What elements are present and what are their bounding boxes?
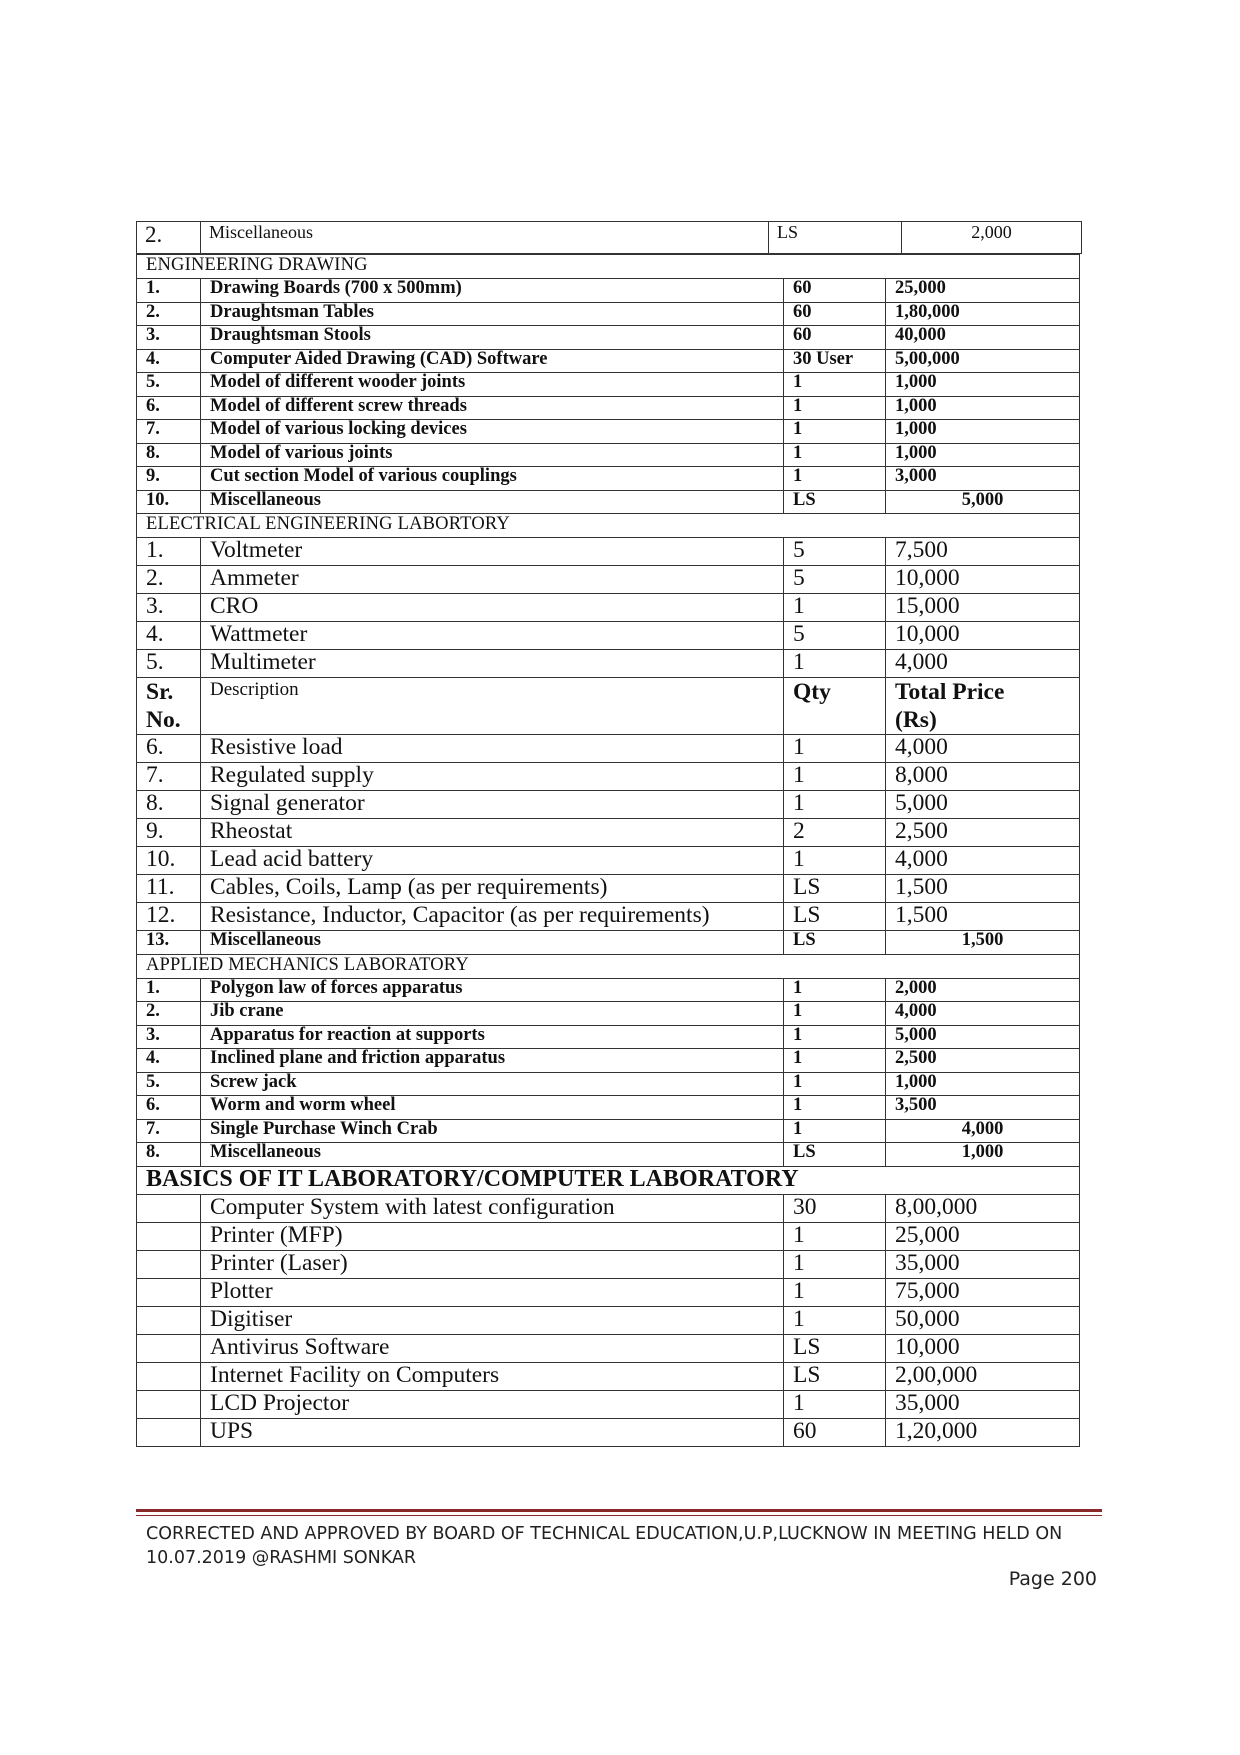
qty-cell: LS: [784, 903, 886, 931]
sr-cell: 3.: [137, 594, 201, 622]
sr-cell: 3.: [137, 326, 201, 350]
sr-no-header-line: No.: [146, 707, 181, 734]
description-cell: Lead acid battery: [201, 847, 784, 875]
table-row: [137, 650, 1080, 678]
sr-cell: 5.: [137, 1072, 201, 1096]
table-row: [137, 594, 1080, 622]
description-cell: Worm and worm wheel: [201, 1096, 784, 1120]
table-row: [137, 1072, 1080, 1096]
table-row: [137, 1002, 1080, 1026]
qty-cell: 1: [784, 847, 886, 875]
sr-cell: 4.: [137, 349, 201, 373]
description-cell: Apparatus for reaction at supports: [201, 1025, 784, 1049]
qty-cell: 1: [784, 1002, 886, 1026]
footer-line-2: 10.07.2019 @RASHMI SONKAR: [146, 1548, 417, 1568]
description-cell: Polygon law of forces apparatus: [201, 978, 784, 1002]
table-row: [137, 847, 1080, 875]
qty-cell: 1: [784, 1049, 886, 1073]
qty-cell: 60: [784, 1418, 886, 1446]
qty-cell: LS: [784, 1334, 886, 1362]
table-row: [137, 538, 1080, 566]
description-cell: Voltmeter: [201, 538, 784, 566]
qty-cell: 1: [784, 1025, 886, 1049]
table-row: [137, 222, 1082, 254]
description-header: Description: [201, 678, 784, 735]
sr-cell: 9.: [137, 467, 201, 491]
table-row: [137, 302, 1080, 326]
sr-cell: [137, 1362, 201, 1390]
qty-cell: LS: [784, 875, 886, 903]
sr-cell: [137, 1278, 201, 1306]
description-cell: Rheostat: [201, 819, 784, 847]
description-cell: Model of various joints: [201, 443, 784, 467]
price-cell: 10,000: [886, 566, 1080, 594]
description-cell: Jib crane: [201, 1002, 784, 1026]
qty-cell: 1: [784, 1072, 886, 1096]
sr-cell: 13.: [137, 931, 201, 955]
qty-cell: 1: [784, 763, 886, 791]
sr-cell: 8.: [137, 791, 201, 819]
qty-cell: LS: [784, 931, 886, 955]
description-cell: Printer (MFP): [201, 1222, 784, 1250]
qty-cell: LS: [769, 222, 902, 254]
price-cell: 1,000: [886, 443, 1080, 467]
table-row: [137, 349, 1080, 373]
description-cell: Miscellaneous: [201, 222, 769, 254]
price-cell: 2,500: [886, 819, 1080, 847]
price-cell: 5,000: [886, 791, 1080, 819]
price-cell: 1,500: [886, 903, 1080, 931]
qty-cell: 1: [784, 373, 886, 397]
table-row: [137, 1222, 1080, 1250]
page-number: Page 200: [1008, 1568, 1097, 1590]
sr-cell: 7.: [137, 420, 201, 444]
qty-cell: LS: [784, 490, 886, 514]
description-cell: Signal generator: [201, 791, 784, 819]
table-row: [137, 467, 1080, 491]
table-row: [137, 735, 1080, 763]
table-row: [137, 373, 1080, 397]
qty-cell: 1: [784, 443, 886, 467]
sr-cell: 2.: [137, 302, 201, 326]
total-price-header: [886, 678, 1080, 735]
table-row: [137, 1334, 1080, 1362]
table-row: [137, 443, 1080, 467]
description-cell: Screw jack: [201, 1072, 784, 1096]
price-cell: 25,000: [886, 1222, 1080, 1250]
sr-cell: [137, 1194, 201, 1222]
section-title: ENGINEERING DRAWING: [137, 255, 1080, 279]
table-row: [137, 420, 1080, 444]
price-cell: 4,000: [886, 650, 1080, 678]
table-row: [137, 566, 1080, 594]
sr-cell: 4.: [137, 1049, 201, 1073]
qty-cell: 1: [784, 1306, 886, 1334]
price-cell: 3,000: [886, 467, 1080, 491]
sr-cell: 6.: [137, 1096, 201, 1120]
table-row: [137, 1418, 1080, 1446]
sr-cell: 6.: [137, 396, 201, 420]
description-cell: Cut section Model of various couplings: [201, 467, 784, 491]
description-cell: CRO: [201, 594, 784, 622]
sr-cell: 12.: [137, 903, 201, 931]
description-cell: Multimeter: [201, 650, 784, 678]
price-cell: 40,000: [886, 326, 1080, 350]
price-cell: 1,20,000: [886, 1418, 1080, 1446]
table-row: [137, 1390, 1080, 1418]
qty-cell: 1: [784, 1096, 886, 1120]
description-cell: Draughtsman Tables: [201, 302, 784, 326]
description-cell: Antivirus Software: [201, 1334, 784, 1362]
qty-cell: 1: [784, 735, 886, 763]
description-cell: Wattmeter: [201, 622, 784, 650]
description-cell: Computer System with latest configuration: [201, 1194, 784, 1222]
description-cell: Model of different screw threads: [201, 396, 784, 420]
price-cell: 1,000: [886, 1143, 1080, 1167]
table-row: [137, 1194, 1080, 1222]
qty-cell: 60: [784, 279, 886, 303]
price-cell: 15,000: [886, 594, 1080, 622]
description-cell: Drawing Boards (700 x 500mm): [201, 279, 784, 303]
table-row: [137, 326, 1080, 350]
sr-cell: 5.: [137, 373, 201, 397]
description-cell: Model of different wooder joints: [201, 373, 784, 397]
sr-cell: 1.: [137, 978, 201, 1002]
qty-cell: 1: [784, 1390, 886, 1418]
sr-cell: [137, 1222, 201, 1250]
price-cell: 3,500: [886, 1096, 1080, 1120]
table-row: [137, 819, 1080, 847]
price-cell: 4,000: [886, 1002, 1080, 1026]
description-cell: Regulated supply: [201, 763, 784, 791]
description-cell: Inclined plane and friction apparatus: [201, 1049, 784, 1073]
section-header-row: [137, 255, 1080, 279]
price-cell: 5,000: [886, 490, 1080, 514]
price-cell: 35,000: [886, 1250, 1080, 1278]
qty-cell: 1: [784, 1222, 886, 1250]
table-row: [137, 1025, 1080, 1049]
sr-cell: 2.: [137, 1002, 201, 1026]
price-cell: 1,000: [886, 373, 1080, 397]
table-row: [137, 1278, 1080, 1306]
qty-cell: 5: [784, 566, 886, 594]
price-cell: 1,000: [886, 1072, 1080, 1096]
description-cell: Printer (Laser): [201, 1250, 784, 1278]
sr-cell: [137, 1250, 201, 1278]
footer-rule: [136, 1509, 1102, 1512]
sr-cell: [137, 1390, 201, 1418]
qty-cell: 60: [784, 326, 886, 350]
price-cell: 1,80,000: [886, 302, 1080, 326]
sr-cell: 8.: [137, 1143, 201, 1167]
table-row: [137, 1096, 1080, 1120]
sr-cell: 9.: [137, 819, 201, 847]
sr-cell: [137, 1334, 201, 1362]
qty-header: Qty: [784, 678, 886, 735]
table-row: [137, 931, 1080, 955]
table-row: [137, 622, 1080, 650]
description-cell: Internet Facility on Computers: [201, 1362, 784, 1390]
sr-cell: 4.: [137, 622, 201, 650]
section-title: ELECTRICAL ENGINEERING LABORTORY: [137, 514, 1080, 538]
price-cell: 10,000: [886, 622, 1080, 650]
qty-cell: LS: [784, 1362, 886, 1390]
sr-cell: 8.: [137, 443, 201, 467]
price-cell: 4,000: [886, 847, 1080, 875]
price-cell: 2,500: [886, 1049, 1080, 1073]
sr-cell: 5.: [137, 650, 201, 678]
table-row: [137, 1143, 1080, 1167]
sr-cell: 7.: [137, 763, 201, 791]
equipment-table-body: [137, 255, 1080, 1447]
description-cell: Resistance, Inductor, Capacitor (as per requirements): [201, 903, 784, 931]
qty-cell: 2: [784, 819, 886, 847]
description-cell: LCD Projector: [201, 1390, 784, 1418]
table-row: [137, 1119, 1080, 1143]
total-price-header-line: Total Price: [895, 679, 1005, 705]
column-header-row: [137, 678, 1080, 735]
table-row: [137, 490, 1080, 514]
table-row: [137, 875, 1080, 903]
description-cell: Digitiser: [201, 1306, 784, 1334]
qty-cell: 1: [784, 1119, 886, 1143]
sr-cell: [137, 1418, 201, 1446]
description-cell: Draughtsman Stools: [201, 326, 784, 350]
price-cell: 8,00,000: [886, 1194, 1080, 1222]
description-cell: Ammeter: [201, 566, 784, 594]
equipment-table: [136, 254, 1080, 1447]
continuation-table: [136, 221, 1082, 254]
table-row: [137, 1250, 1080, 1278]
qty-cell: 60: [784, 302, 886, 326]
section-header-row: [137, 514, 1080, 538]
qty-cell: 1: [784, 594, 886, 622]
qty-cell: 1: [784, 1278, 886, 1306]
table-row: [137, 978, 1080, 1002]
description-cell: Resistive load: [201, 735, 784, 763]
price-cell: 1,000: [886, 420, 1080, 444]
sr-cell: 10.: [137, 490, 201, 514]
qty-cell: 1: [784, 791, 886, 819]
price-cell: 75,000: [886, 1278, 1080, 1306]
table-row: [137, 791, 1080, 819]
qty-cell: 1: [784, 978, 886, 1002]
price-cell: 25,000: [886, 279, 1080, 303]
sr-cell: 6.: [137, 735, 201, 763]
sr-cell: 2.: [137, 566, 201, 594]
price-cell: 10,000: [886, 1334, 1080, 1362]
sr-cell: [137, 1306, 201, 1334]
sr-cell: 1.: [137, 538, 201, 566]
qty-cell: LS: [784, 1143, 886, 1167]
price-cell: 1,500: [886, 875, 1080, 903]
qty-cell: 1: [784, 396, 886, 420]
price-cell: 7,500: [886, 538, 1080, 566]
price-cell: 4,000: [886, 735, 1080, 763]
sr-cell: 2.: [137, 222, 201, 254]
description-cell: UPS: [201, 1418, 784, 1446]
price-cell: 4,000: [886, 1119, 1080, 1143]
qty-cell: 1: [784, 420, 886, 444]
description-cell: Cables, Coils, Lamp (as per requirements): [201, 875, 784, 903]
qty-cell: 5: [784, 622, 886, 650]
footer-rule-thin: [136, 1515, 1102, 1516]
table-row: [137, 396, 1080, 420]
price-cell: 2,000: [886, 978, 1080, 1002]
sr-cell: 10.: [137, 847, 201, 875]
price-cell: 1,500: [886, 931, 1080, 955]
price-cell: 1,000: [886, 396, 1080, 420]
price-cell: 35,000: [886, 1390, 1080, 1418]
qty-cell: 30 User: [784, 349, 886, 373]
footer-line-1: CORRECTED AND APPROVED BY BOARD OF TECHNICAL EDUCATION,U.P,LUCKNOW IN MEETING HELD ON: [146, 1524, 1063, 1544]
sr-cell: 3.: [137, 1025, 201, 1049]
section-header-row: [137, 954, 1080, 978]
footer-note: [146, 1522, 1096, 1570]
qty-cell: 5: [784, 538, 886, 566]
qty-cell: 1: [784, 467, 886, 491]
price-cell: 8,000: [886, 763, 1080, 791]
section-title: BASICS OF IT LABORATORY/COMPUTER LABORATORY: [137, 1166, 1080, 1194]
sr-cell: 11.: [137, 875, 201, 903]
price-cell: 2,000: [902, 222, 1082, 254]
description-cell: Plotter: [201, 1278, 784, 1306]
sr-no-header-line: Sr.: [146, 679, 174, 705]
description-cell: Miscellaneous: [201, 931, 784, 955]
description-cell: Miscellaneous: [201, 490, 784, 514]
section-title: APPLIED MECHANICS LABORATORY: [137, 954, 1080, 978]
price-cell: 50,000: [886, 1306, 1080, 1334]
sr-cell: 1.: [137, 279, 201, 303]
section-header-row: [137, 1166, 1080, 1194]
qty-cell: 1: [784, 1250, 886, 1278]
description-cell: Single Purchase Winch Crab: [201, 1119, 784, 1143]
table-row: [137, 763, 1080, 791]
description-cell: Miscellaneous: [201, 1143, 784, 1167]
qty-cell: 1: [784, 650, 886, 678]
description-cell: Model of various locking devices: [201, 420, 784, 444]
total-price-header-line: (Rs): [895, 707, 937, 734]
table-row: [137, 903, 1080, 931]
qty-cell: 30: [784, 1194, 886, 1222]
price-cell: 5,00,000: [886, 349, 1080, 373]
table-row: [137, 1362, 1080, 1390]
table-row: [137, 1306, 1080, 1334]
sr-no-header: [137, 678, 201, 735]
table-row: [137, 279, 1080, 303]
sr-cell: 7.: [137, 1119, 201, 1143]
description-cell: Computer Aided Drawing (CAD) Software: [201, 349, 784, 373]
price-cell: 2,00,000: [886, 1362, 1080, 1390]
price-cell: 5,000: [886, 1025, 1080, 1049]
table-row: [137, 1049, 1080, 1073]
